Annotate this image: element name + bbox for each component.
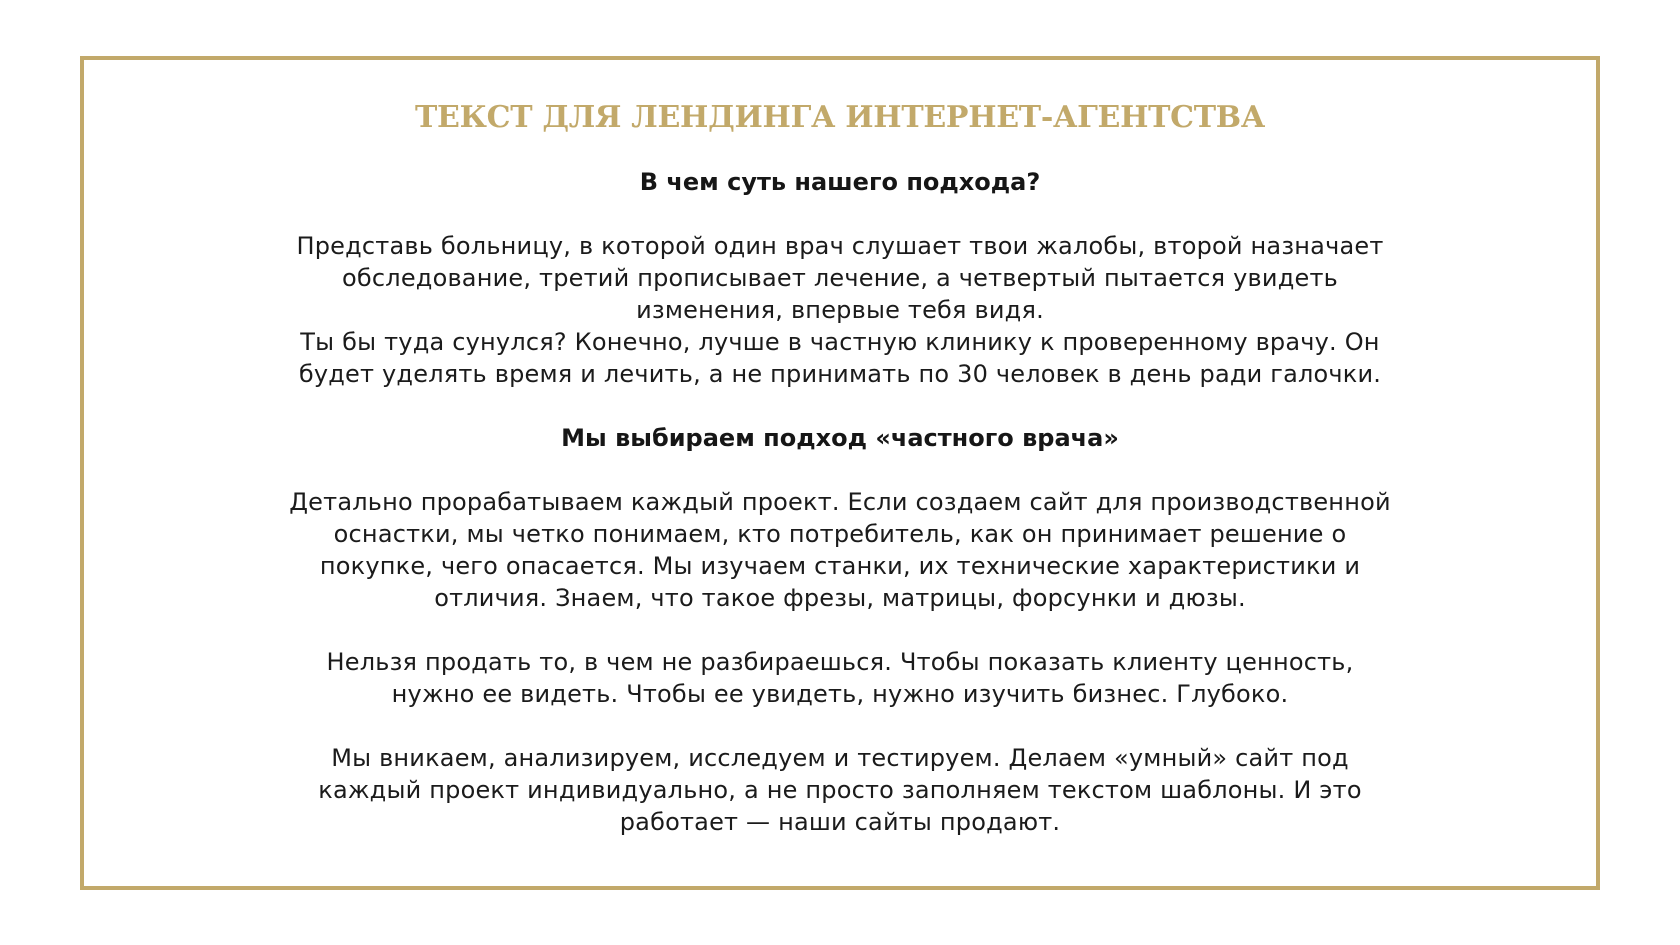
paragraph-line: Нельзя продать то, в чем не разбираешься. Чтобы показать клиенту ценность, xyxy=(326,648,1354,676)
paragraph-line: Мы вникаем, анализируем, исследуем и тестируем. Делаем «умный» сайт под xyxy=(331,744,1349,772)
document-content xyxy=(84,98,1596,838)
paragraph-line: Представь больницу, в которой один врач слушает твои жалобы, второй назначает xyxy=(296,232,1384,260)
paragraph-smart-site xyxy=(220,742,1460,838)
spacer xyxy=(84,454,1596,486)
paragraph-line: обследование, третий прописывает лечение, а четвертый пытается увидеть xyxy=(342,264,1338,292)
paragraph-line: каждый проект индивидуально, а не просто заполняем текстом шаблоны. И это xyxy=(318,776,1362,804)
paragraph-hospital xyxy=(200,230,1480,390)
paragraph-line: нужно ее видеть. Чтобы ее увидеть, нужно изучить бизнес. Глубоко. xyxy=(391,680,1289,708)
paragraph-line: будет уделять время и лечить, а не принимать по 30 человек в день ради галочки. xyxy=(298,360,1382,388)
spacer xyxy=(84,710,1596,742)
section-heading-approach: В чем суть нашего подхода? xyxy=(639,168,1041,196)
spacer xyxy=(84,614,1596,646)
paragraph-line: покупке, чего опасается. Мы изучаем станки, их технические характеристики и xyxy=(319,552,1361,580)
paragraph-line: Ты бы туда сунулся? Конечно, лучше в частную клинику к проверенному врачу. Он xyxy=(300,328,1380,356)
paragraph-line: Детально прорабатываем каждый проект. Если создаем сайт для производственной xyxy=(289,488,1391,516)
paragraph-line: работает — наши сайты продают. xyxy=(619,808,1061,836)
spacer xyxy=(84,198,1596,230)
paragraph-line: отличия. Знаем, что такое фрезы, матрицы, форсунки и дюзы. xyxy=(434,584,1246,612)
paragraph-understanding xyxy=(240,646,1440,710)
page-title: ТЕКСТ ДЛЯ ЛЕНДИНГА ИНТЕРНЕТ-АГЕНТСТВА xyxy=(415,100,1265,135)
document-frame xyxy=(80,56,1600,890)
section-heading-private-doctor: Мы выбираем подход «частного врача» xyxy=(561,424,1119,452)
spacer xyxy=(84,390,1596,422)
paragraph-detailed-work xyxy=(190,486,1490,614)
paragraph-line: оснастки, мы четко понимаем, кто потребитель, как он принимает решение о xyxy=(333,520,1347,548)
paragraph-line: изменения, впервые тебя видя. xyxy=(636,296,1044,324)
